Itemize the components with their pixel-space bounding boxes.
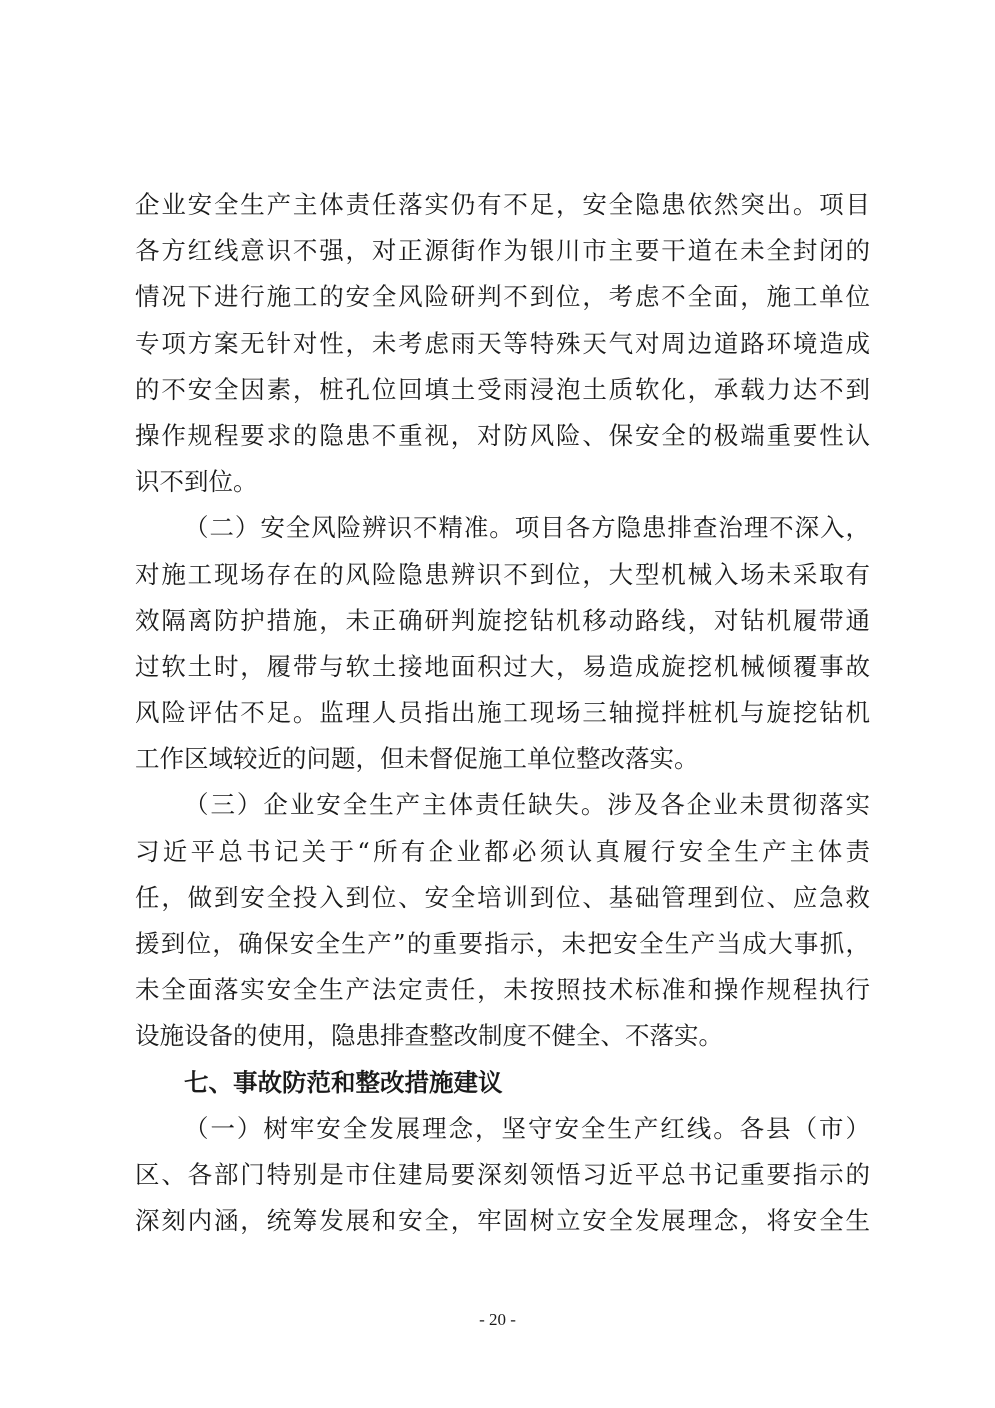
page-number: - 20 - [479,1310,516,1329]
text-line: 情况下进行施工的安全风险研判不到位，考虑不全面，施工单位 [135,282,870,312]
chapter-heading: 七、事故防范和整改措施建议 [184,1067,503,1097]
text-line: 援到位，确保安全生产”的重要指示，未把安全生产当成大事抓， [135,929,870,958]
section-2-first-line: （二）安全风险辨识不精准。项目各方隐患排查治理不深入， [184,513,870,543]
text-line: 专项方案无针对性，未考虑雨天等特殊天气对周边道路环境造成 [135,328,870,358]
text-line: 企业安全生产主体责任落实仍有不足，安全隐患依然突出。项目 [135,190,870,219]
text-line: 各方红线意识不强，对正源街作为银川市主要干道在未全封闭的 [135,236,870,266]
text-line: 任，做到安全投入到位、安全培训到位、基础管理到位、应急救 [135,882,870,912]
text-line: 识不到位。 [135,467,258,497]
text-line: 操作规程要求的隐患不重视，对防风险、保安全的极端重要性认 [135,420,870,450]
text-line: 过软土时，履带与软土接地面积过大，易造成旋挖机械倾覆事故 [135,651,870,681]
text-line: 效隔离防护措施，未正确研判旋挖钻机移动路线，对钻机履带通 [135,605,870,635]
subsection-1-first-line: （一）树牢安全发展理念，坚守安全生产红线。各县（市） [184,1113,870,1143]
text-line: 区、各部门特别是市住建局要深刻领悟习近平总书记重要指示的 [135,1159,870,1189]
section-3-first-line: （三）企业安全生产主体责任缺失。涉及各企业未贯彻落实 [184,790,870,820]
text-line: 的不安全因素，桩孔位回填土受雨浸泡土质软化，承载力达不到 [135,374,870,404]
text-line: 工作区域较近的问题，但未督促施工单位整改落实。 [135,744,699,774]
text-line: 未全面落实安全生产法定责任，未按照技术标准和操作规程执行 [135,975,870,1005]
body-text [135,182,870,1244]
text-line: 深刻内涵，统筹发展和安全，牢固树立安全发展理念，将安全生 [135,1206,870,1236]
text-line: 对施工现场存在的风险隐患辨识不到位，大型机械入场未采取有 [135,559,870,589]
text-line: 习近平总书记关于“所有企业都必须认真履行安全生产主体责 [135,836,870,866]
text-line: 风险评估不足。监理人员指出施工现场三轴搅拌桩机与旋挖钻机 [135,698,870,728]
text-line: 设施设备的使用，隐患排查整改制度不健全、不落实。 [135,1021,723,1051]
